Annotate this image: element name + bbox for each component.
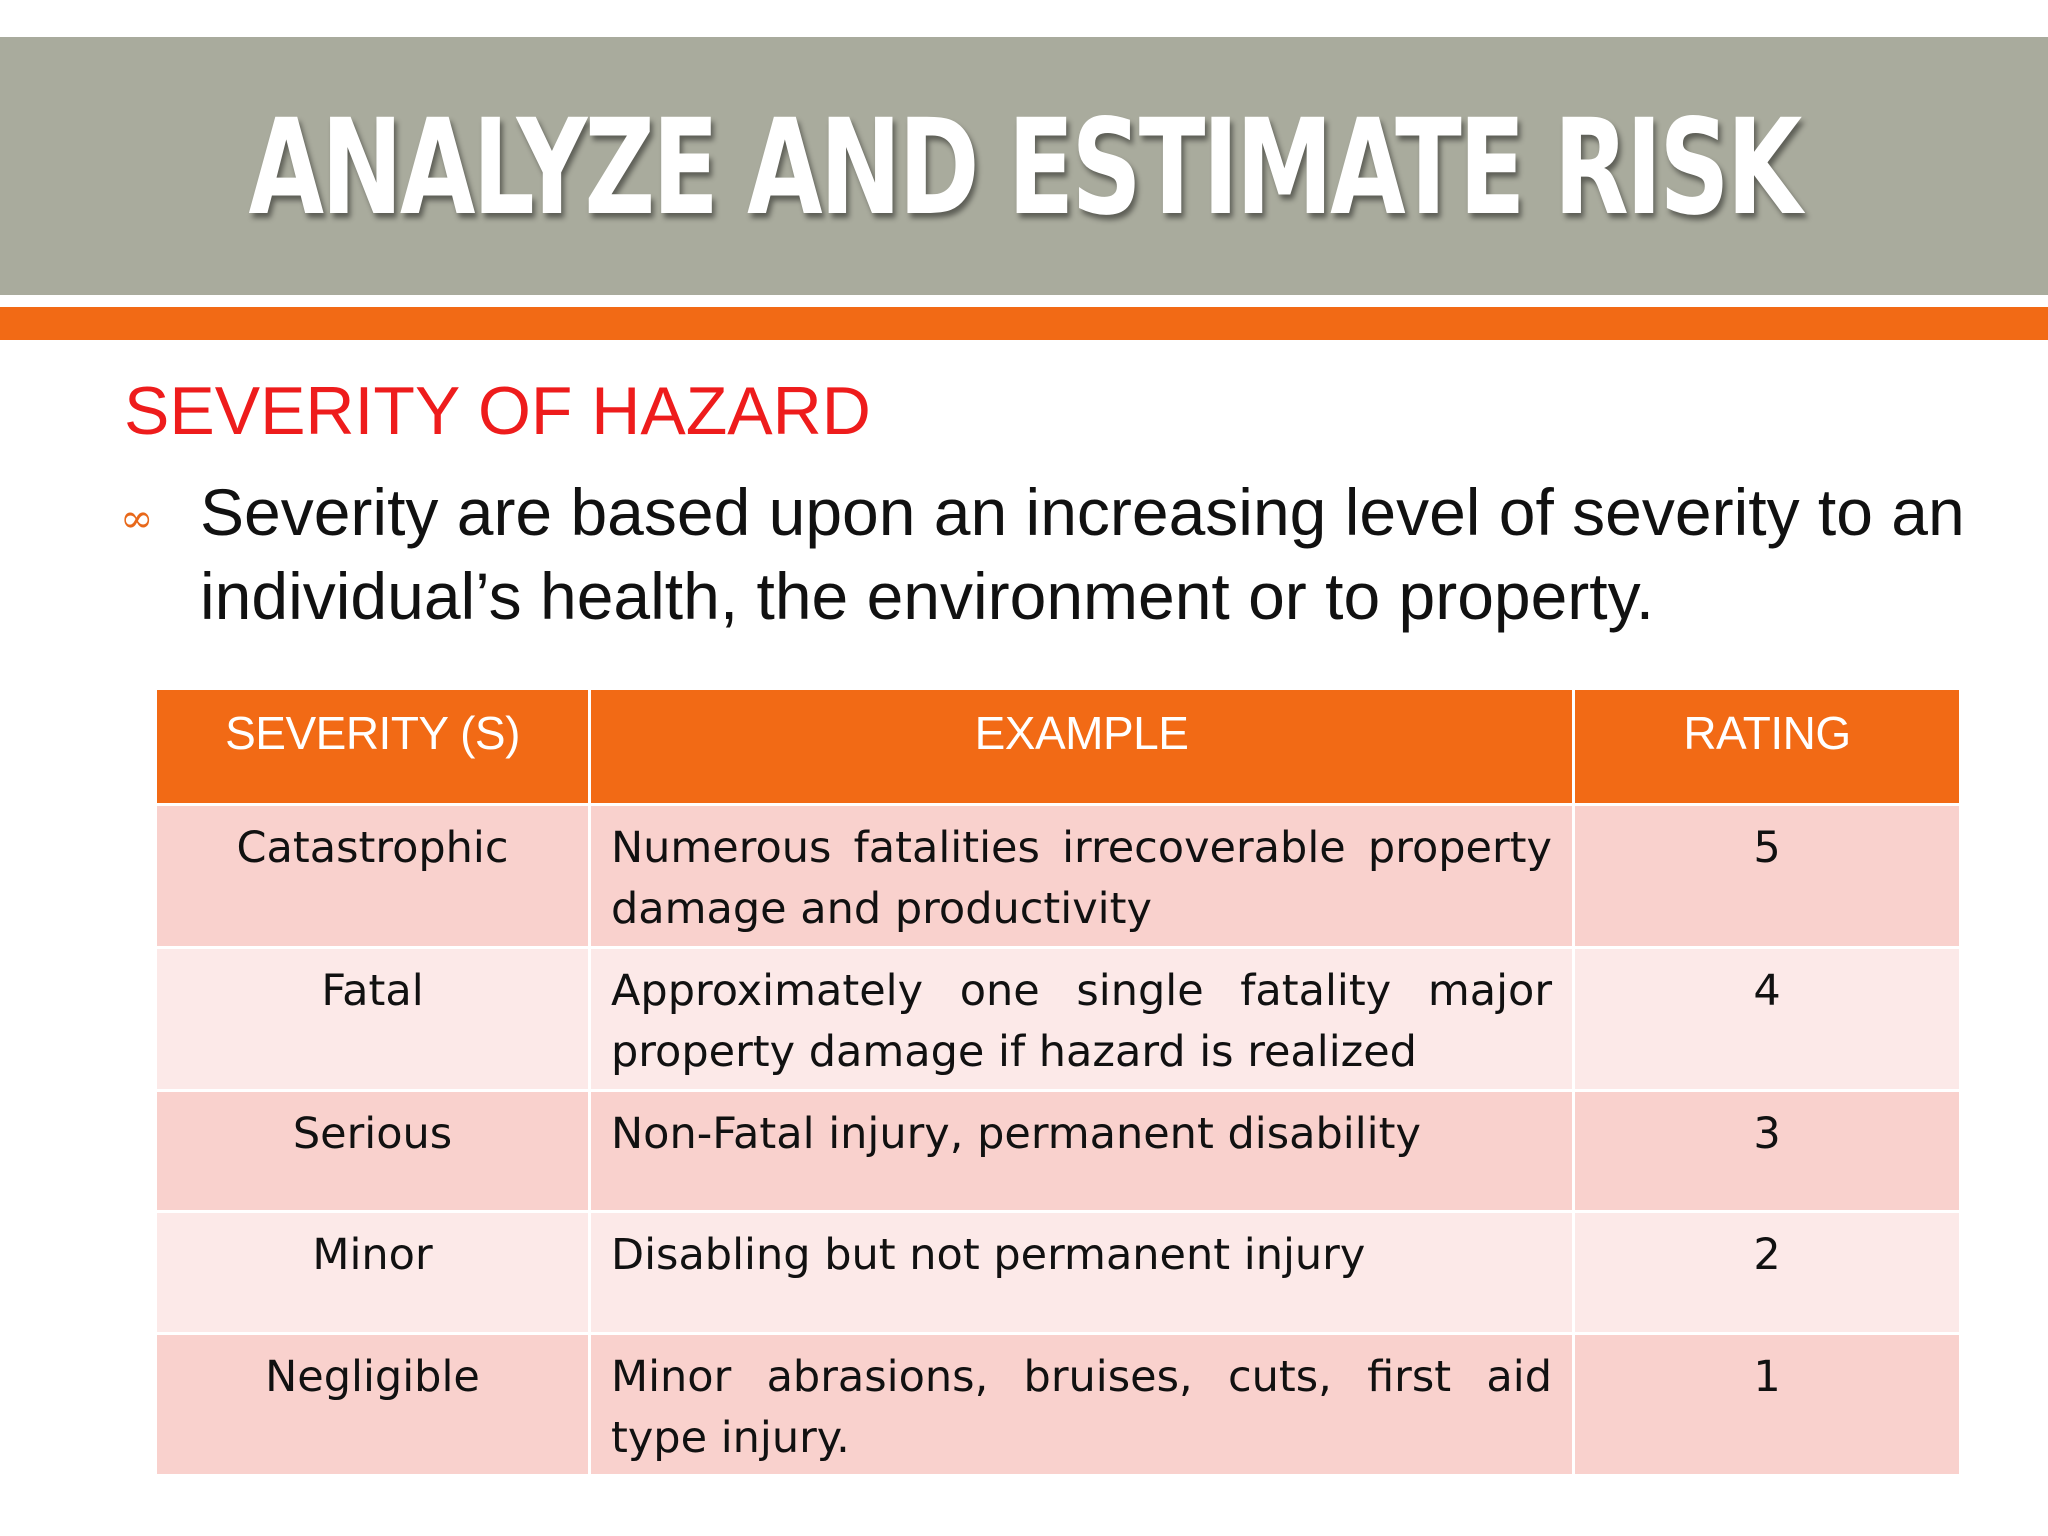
table-row [156,1091,1961,1212]
rating-cell: 3 [1574,1091,1961,1212]
severity-cell: Serious [156,1091,590,1212]
header-example: EXAMPLE [590,689,1574,805]
accent-bar [0,307,2048,340]
header-rating: RATING [1574,689,1961,805]
header-severity: SEVERITY (S) [156,689,590,805]
example-cell: Numerous fatalities irrecoverable property damage and productivity [590,805,1574,948]
severity-table [154,687,1962,1477]
rating-cell: 1 [1574,1334,1961,1476]
severity-cell: Negligible [156,1334,590,1476]
example-cell: Approximately one single fatality major property damage if hazard is realized [590,948,1574,1091]
example-cell: Minor abrasions, bruises, cuts, first aid type injury. [590,1334,1574,1476]
scroll-bullet-icon: ∞ [120,496,148,542]
title-band [0,37,2048,295]
example-cell: Non-Fatal injury, permanent disability [590,1091,1574,1212]
rating-cell: 4 [1574,948,1961,1091]
rating-cell: 2 [1574,1212,1961,1334]
severity-cell: Minor [156,1212,590,1334]
table-row [156,1212,1961,1334]
slide-title: ANALYZE AND ESTIMATE RISK [248,91,1800,245]
rating-cell: 5 [1574,805,1961,948]
bullet-text: Severity are based upon an increasing level of severity to an individual’s health, the environment or to property. [200,475,1965,633]
example-cell: Disabling but not permanent injury [590,1212,1574,1334]
table-header-row [156,689,1961,805]
table-row [156,805,1961,948]
severity-cell: Catastrophic [156,805,590,948]
table-row [156,948,1961,1091]
section-heading: SEVERITY OF HAZARD [124,373,871,449]
table-row [156,1334,1961,1476]
severity-cell: Fatal [156,948,590,1091]
